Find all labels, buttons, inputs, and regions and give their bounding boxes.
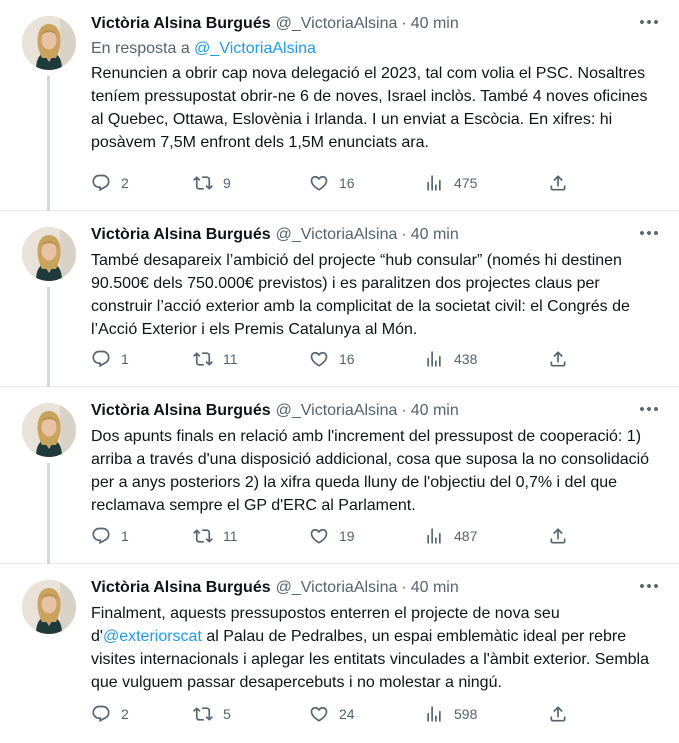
- like-button[interactable]: [309, 702, 355, 726]
- retweet-icon: [193, 349, 213, 369]
- views-icon: [424, 349, 444, 369]
- timestamp[interactable]: 40 min: [410, 579, 459, 596]
- reply-count: 1: [121, 528, 129, 544]
- reply-button[interactable]: [91, 524, 129, 548]
- tweet-text: També desapareix l’ambició del projecte “hub consular” (només hi destinen 90.500€ dels 750.000€ previstos) i es paralitzen dos projectes claus per construir l’acció exterior amb la complicitat de la societat civil: el Congrés de l’Acció Exterior i els Premis Catalunya al Món.: [91, 252, 630, 338]
- like-button[interactable]: [309, 524, 355, 548]
- separator: ·: [401, 579, 407, 596]
- more-icon[interactable]: [637, 10, 661, 34]
- tweet-1[interactable]: [0, 0, 679, 211]
- retweet-button[interactable]: [193, 347, 238, 371]
- retweet-count: 9: [223, 175, 231, 191]
- tweet-header: [91, 399, 661, 423]
- tweet-text-start: Finalment, aquests pressupostos enterren el projecte de nova seu d': [91, 605, 560, 645]
- author-name[interactable]: Victòria Alsina Burgués: [91, 15, 271, 32]
- like-count: 16: [339, 175, 355, 191]
- reply-icon: [91, 349, 111, 369]
- share-button[interactable]: [548, 171, 568, 195]
- retweet-icon: [193, 173, 213, 193]
- views-button[interactable]: [424, 524, 477, 548]
- reply-button[interactable]: [91, 347, 129, 371]
- views-button[interactable]: [424, 347, 477, 371]
- views-icon: [424, 173, 444, 193]
- more-icon[interactable]: [637, 574, 661, 598]
- tweet-actions: [91, 524, 571, 548]
- author-handle[interactable]: @_VictoriaAlsina: [275, 15, 398, 32]
- author-name[interactable]: Victòria Alsina Burgués: [91, 402, 271, 419]
- tweet-header: [91, 12, 661, 36]
- heart-icon: [309, 349, 329, 369]
- tweet-text-end: al Palau de Pedralbes, un espai emblemàtic ideal per rebre visites internacionals i aplegar les entitats vinculades a l'àmbit exterior. Sembla que vulguem passar desapercebuts i no molestar a ningú.: [91, 628, 649, 691]
- avatar[interactable]: [22, 403, 76, 457]
- retweet-icon: [193, 704, 213, 724]
- views-count: 487: [454, 528, 478, 544]
- reply-to-link[interactable]: @_VictoriaAlsina: [194, 40, 316, 57]
- retweet-count: 5: [223, 706, 231, 722]
- views-icon: [424, 704, 444, 724]
- avatar[interactable]: [22, 16, 76, 70]
- like-count: 24: [339, 706, 355, 722]
- tweet-text: Renuncien a obrir cap nova delegació el 2023, tal com volia el PSC. Nosaltres teníem pressupostat obrir-ne 6 de noves, Israel inclòs. També 4 noves oficines al Quebec, Ottawa, Eslovènia i Irlanda. I un enviat a Escòcia. En xifres: hi posàvem 7,5M enfront dels 1,5M enunciats ara.: [91, 65, 648, 151]
- share-button[interactable]: [548, 702, 568, 726]
- author-handle[interactable]: @_VictoriaAlsina: [275, 402, 398, 419]
- separator: ·: [401, 226, 407, 243]
- thread-line: [47, 463, 50, 564]
- separator: ·: [401, 402, 407, 419]
- tweet-2[interactable]: [0, 211, 679, 387]
- reply-prefix: En resposta a: [91, 40, 195, 57]
- share-icon: [548, 526, 568, 546]
- timestamp[interactable]: 40 min: [410, 15, 459, 32]
- heart-icon: [309, 704, 329, 724]
- share-icon: [548, 349, 568, 369]
- reply-context: [91, 38, 661, 60]
- tweet-content: [91, 223, 661, 341]
- reply-icon: [91, 704, 111, 724]
- tweet-4[interactable]: [0, 564, 679, 743]
- reply-count: 2: [121, 706, 129, 722]
- author-handle[interactable]: @_VictoriaAlsina: [275, 226, 398, 243]
- retweet-count: 11: [223, 528, 238, 544]
- share-icon: [548, 704, 568, 724]
- more-icon[interactable]: [637, 221, 661, 245]
- retweet-icon: [193, 526, 213, 546]
- retweet-button[interactable]: [193, 524, 238, 548]
- separator: ·: [401, 15, 407, 32]
- like-button[interactable]: [309, 171, 355, 195]
- retweet-button[interactable]: [193, 171, 231, 195]
- author-name[interactable]: Victòria Alsina Burgués: [91, 226, 271, 243]
- reply-button[interactable]: [91, 702, 129, 726]
- tweet-actions: [91, 171, 571, 195]
- reply-icon: [91, 173, 111, 193]
- tweet-3[interactable]: [0, 387, 679, 564]
- tweet-actions: [91, 702, 571, 726]
- like-count: 19: [339, 528, 355, 544]
- share-button[interactable]: [548, 524, 568, 548]
- tweet-content: [91, 576, 661, 694]
- tweet-text: Dos apunts finals en relació amb l'increment del pressupost de cooperació: 1) arriba a través d'una disposició addicional, cosa que suposa la no consolidació per a anys posteriors 2) la xifra queda lluny de l'objectiu del 0,7% i del que reclamava sempre el GP d'ERC al Parlament.: [91, 428, 650, 514]
- reply-count: 2: [121, 175, 129, 191]
- reply-count: 1: [121, 351, 129, 367]
- tweet-content: [91, 12, 661, 154]
- author-name[interactable]: Victòria Alsina Burgués: [91, 579, 271, 596]
- share-button[interactable]: [548, 347, 568, 371]
- views-button[interactable]: [424, 171, 477, 195]
- tweet-header: [91, 576, 661, 600]
- views-icon: [424, 526, 444, 546]
- tweet-text: [91, 602, 661, 694]
- share-icon: [548, 173, 568, 193]
- like-count: 16: [339, 351, 355, 367]
- views-count: 438: [454, 351, 478, 367]
- tweet-actions: [91, 347, 571, 371]
- retweet-count: 11: [223, 351, 238, 367]
- timestamp[interactable]: 40 min: [410, 226, 459, 243]
- heart-icon: [309, 173, 329, 193]
- tweet-header: [91, 223, 661, 247]
- views-count: 475: [454, 175, 478, 191]
- reply-button[interactable]: [91, 171, 129, 195]
- like-button[interactable]: [309, 347, 355, 371]
- more-icon[interactable]: [637, 397, 661, 421]
- views-button[interactable]: [424, 702, 477, 726]
- tweet-content: [91, 399, 661, 517]
- mention-link[interactable]: @exteriorscat: [102, 628, 202, 645]
- heart-icon: [309, 526, 329, 546]
- views-count: 598: [454, 706, 478, 722]
- timestamp[interactable]: 40 min: [410, 402, 459, 419]
- thread-line: [47, 76, 50, 211]
- author-handle[interactable]: @_VictoriaAlsina: [275, 579, 398, 596]
- reply-icon: [91, 526, 111, 546]
- retweet-button[interactable]: [193, 702, 231, 726]
- avatar[interactable]: [22, 227, 76, 281]
- thread-line: [47, 287, 50, 387]
- avatar[interactable]: [22, 580, 76, 634]
